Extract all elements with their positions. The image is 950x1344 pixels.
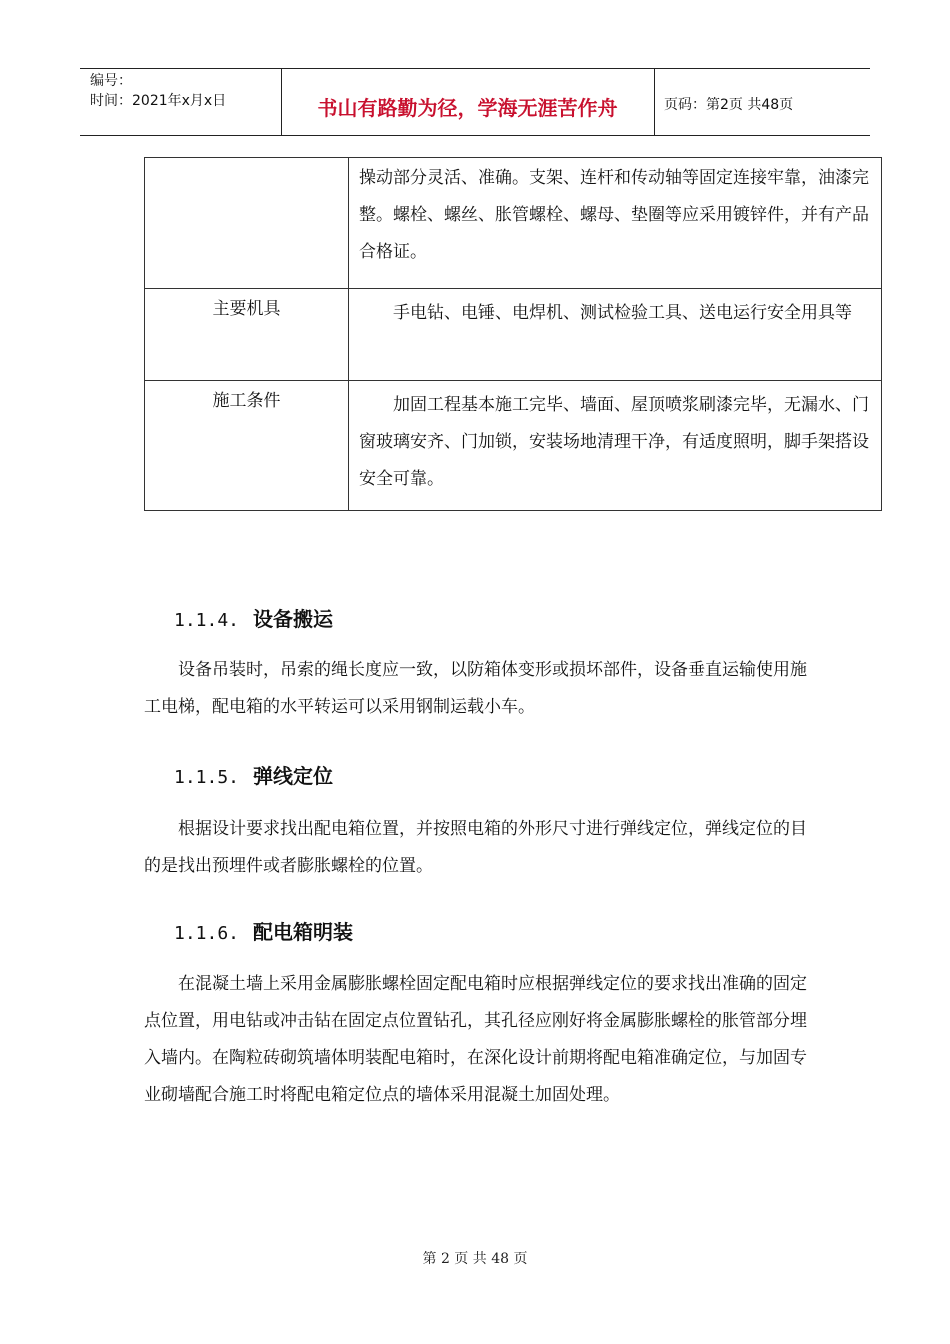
page-footer: 第 2 页 共 48 页 (422, 1251, 528, 1267)
table-value-cell: 加固工程基本施工完毕、墙面、屋顶喷浆刷漆完毕，无漏水、门窗玻璃安齐、门加锁，安装场地清理干净，有适度照明，脚手架搭设安全可靠。 (349, 381, 882, 511)
section-paragraph: 根据设计要求找出配电箱位置，并按照电箱的外形尺寸进行弹线定位，弹线定位的目的是找出预埋件或者膨胀螺栓的位置。 (144, 819, 807, 876)
section-title: 弹线定位 (253, 764, 334, 788)
serial-label: 编号： (90, 73, 132, 89)
section-paragraph: 在混凝土墙上采用金属膨胀螺栓固定配电箱时应根据弹线定位的要求找出准确的固定点位置，用电钻或冲击钻在固定点位置钻孔，其孔径应刚好将金属膨胀螺栓的胀管部分埋入墙内。在陶粒砖砌筑墙体明装配电箱时，在深化设计前期将配电箱准确定位，与加固专业砌墙配合施工时将配电箱定位点的墙体采用混凝土加固处理。 (144, 974, 807, 1105)
section-number: 1.1.4. (174, 610, 240, 631)
table-label-cell (145, 158, 349, 289)
table-value-cell: 操动部分灵活、准确。支架、连杆和传动轴等固定连接牢靠，油漆完整。螺栓、螺丝、胀管螺栓、螺母、垫圈等应采用镀锌件，并有产品合格证。 (349, 158, 882, 289)
header-motto: 书山有路勤为径，学海无涯苦作舟 (317, 96, 618, 120)
section-number: 1.1.5. (174, 767, 240, 788)
table-value-cell: 手电钻、电锤、电焊机、测试检验工具、送电运行安全用具等 (349, 289, 882, 381)
time-label: 时间：2021年x月x日 (90, 93, 227, 109)
section-heading (174, 760, 333, 789)
section-number: 1.1.6. (174, 923, 240, 944)
table-label-cell: 主要机具 (145, 289, 349, 381)
table-row (145, 289, 882, 381)
header-bottom-rule (80, 135, 870, 136)
section-title: 设备搬运 (253, 607, 334, 631)
header-page-info: 页码：第2页 共48页 (664, 97, 794, 113)
section-heading (174, 603, 333, 632)
section-title: 配电箱明装 (253, 920, 354, 944)
spec-table (144, 157, 882, 511)
section-paragraph: 设备吊装时，吊索的绳长度应一致，以防箱体变形或损坏部件，设备垂直运输使用施工电梯，配电箱的水平转运可以采用钢制运载小车。 (144, 660, 807, 717)
header-divider-right (654, 68, 655, 135)
table-row (145, 381, 882, 511)
section-heading (174, 916, 353, 945)
table-row (145, 158, 882, 289)
header-top-rule (80, 68, 870, 69)
table-label-cell: 施工条件 (145, 381, 349, 511)
